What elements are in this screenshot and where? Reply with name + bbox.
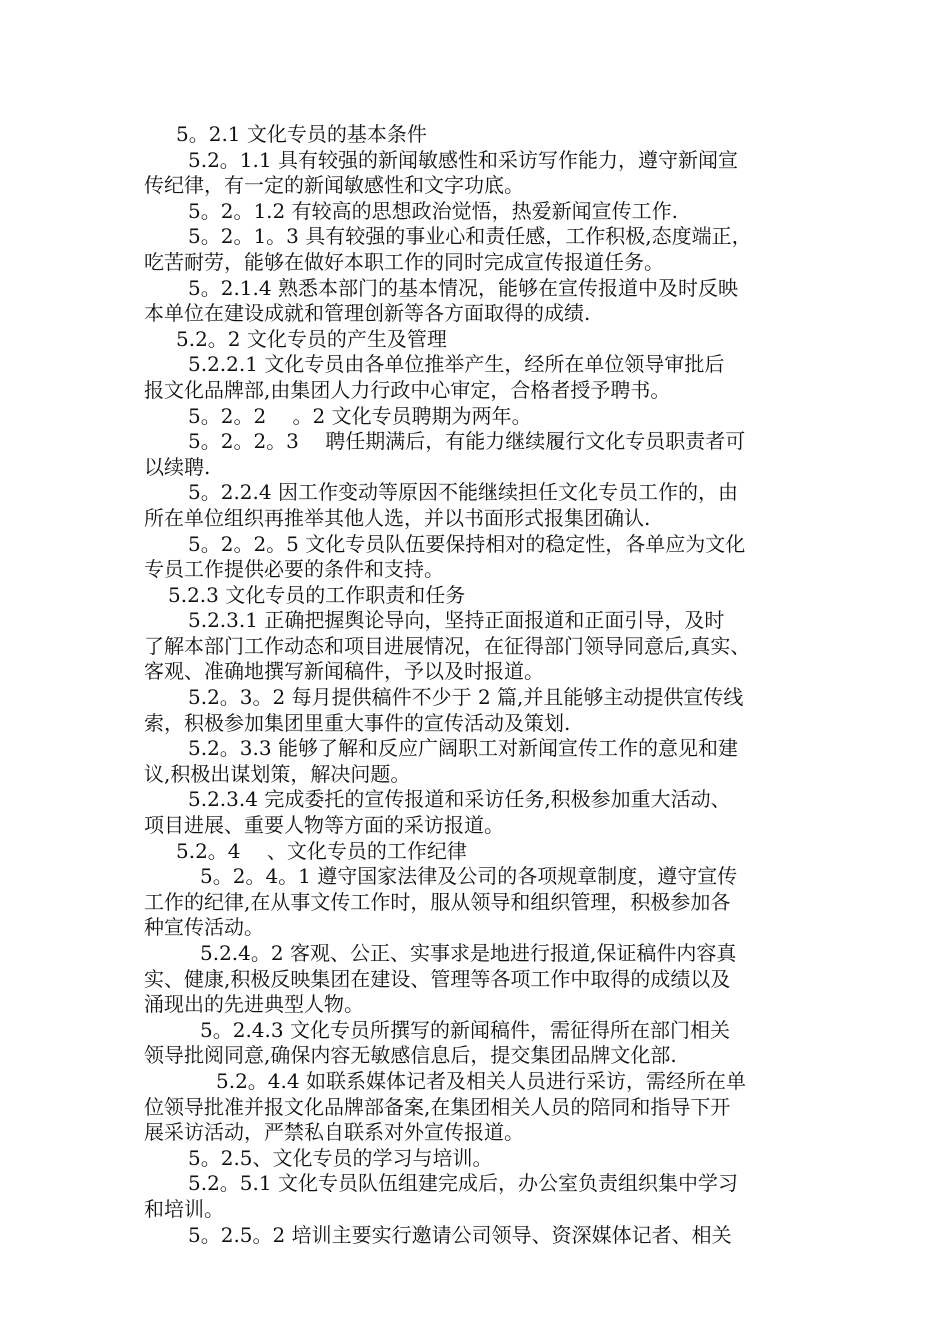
text-line: 5。2.5。2 培训主要实行邀请公司领导、资深媒体记者、相关 <box>188 1222 732 1247</box>
paragraph-5-2-4-4 <box>144 1069 816 1146</box>
paragraph-5-2-3-4 <box>144 787 816 838</box>
paragraph-5-2-5 <box>144 1146 816 1172</box>
text-line: 5。2.1 文化专员的基本条件 <box>176 122 427 146</box>
text-line: 5。2。2 。2 文化专员聘期为两年。 <box>188 403 532 428</box>
text-line: 所在单位组织再推举其他人选，并以书面形式报集团确认. <box>144 505 651 530</box>
text-line: 索，积极参加集团里重大事件的宣传活动及策划. <box>144 710 571 735</box>
paragraph-5-2-1 <box>144 122 816 148</box>
text-line: 工作的纪律,在从事文传工作时，服从领导和组织管理，积极参加各 <box>144 889 731 914</box>
paragraph-5-2-5-1 <box>144 1171 816 1222</box>
paragraph-5-2-2 <box>144 327 816 353</box>
text-line: 和培训。 <box>144 1196 224 1221</box>
text-line: 5。2。4。1 遵守国家法律及公司的各项规章制度，遵守宣传 <box>200 864 738 889</box>
paragraph-5-2-1-4 <box>144 276 816 327</box>
text-line: 涌现出的先进典型人物。 <box>144 992 364 1017</box>
text-line: 项目进展、重要人物等方面的采访报道。 <box>144 813 504 838</box>
text-line: 5。2。1。3 具有较强的事业心和责任感，工作积极,态度端正， <box>188 224 752 249</box>
text-line: 5.2。4 、文化专员的工作纪律 <box>176 838 467 863</box>
text-line: 本单位在建设成就和管理创新等各方面取得的成绩. <box>144 301 591 326</box>
text-line: 专员工作提供必要的条件和支持。 <box>144 557 444 582</box>
text-line: 5。2.2.4 因工作变动等原因不能继续担任文化专员工作的，由 <box>188 480 738 505</box>
text-line: 吃苦耐劳，能够在做好本职工作的同时完成宣传报道任务。 <box>144 249 664 274</box>
paragraph-5-2-2-4 <box>144 480 816 531</box>
paragraph-5-2-4-3 <box>144 1018 816 1069</box>
paragraph-5-2-5-2 <box>144 1223 816 1249</box>
text-line: 5。2.1.4 熟悉本部门的基本情况，能够在宣传报道中及时反映 <box>188 275 738 300</box>
text-line: 位领导批准并报文化品牌部备案,在集团相关人员的陪同和指导下开 <box>144 1094 731 1119</box>
text-line: 5。2。2。5 文化专员队伍要保持相对的稳定性，各单应为文化 <box>188 531 746 556</box>
text-line: 客观、准确地撰写新闻稿件，予以及时报道。 <box>144 659 544 684</box>
text-line: 领导批阅同意,确保内容无敏感信息后，提交集团品牌文化部. <box>144 1043 677 1068</box>
paragraph-5-2-1-3 <box>144 224 816 275</box>
paragraph-5-2-3-3 <box>144 736 816 787</box>
paragraph-5-2-1-1 <box>144 148 816 199</box>
text-line: 5.2。1.1 具有较强的新闻敏感性和采访写作能力，遵守新闻宣 <box>188 147 738 172</box>
text-line: 5.2。5.1 文化专员队伍组建完成后，办公室负责组织集中学习 <box>188 1171 738 1196</box>
paragraph-5-2-4-2 <box>144 941 816 1018</box>
text-line: 实、健康,积极反映集团在建设、管理等各项工作中取得的成绩以及 <box>144 966 731 991</box>
text-line: 5.2。3.3 能够了解和反应广阔职工对新闻宣传工作的意见和建 <box>188 736 738 761</box>
paragraph-5-2-4 <box>144 839 816 865</box>
paragraph-5-2-3 <box>144 583 816 609</box>
text-line: 5.2.2.1 文化专员由各单位推举产生，经所在单位领导审批后 <box>188 352 725 377</box>
text-line: 报文化品牌部,由集团人力行政中心审定，合格者授予聘书。 <box>144 377 671 402</box>
paragraph-5-2-1-2 <box>144 199 816 225</box>
text-line: 5.2.4。2 客观、公正、实事求是地进行报道,保证稿件内容真 <box>200 941 737 965</box>
document-body <box>144 122 816 1248</box>
text-line: 以续聘. <box>144 454 211 479</box>
text-line: 5.2。3。2 每月提供稿件不少于 2 篇,并且能够主动提供宣传线 <box>188 685 744 710</box>
text-line: 5.2.3 文化专员的工作职责和任务 <box>168 582 466 607</box>
text-line: 议,积极出谋划策，解决问题。 <box>144 761 411 786</box>
paragraph-5-2-3-1 <box>144 608 816 685</box>
paragraph-5-2-4-1 <box>144 864 816 941</box>
text-line: 5.2。4.4 如联系媒体记者及相关人员进行采访，需经所在单 <box>216 1068 746 1093</box>
text-line: 5.2.3.1 正确把握舆论导向，坚持正面报道和正面引导，及时 <box>188 608 725 633</box>
paragraph-5-2-2-2 <box>144 404 816 430</box>
paragraph-5-2-2-1 <box>144 352 816 403</box>
paragraph-5-2-2-5 <box>144 532 816 583</box>
text-line: 5.2。2 文化专员的产生及管理 <box>176 326 447 351</box>
paragraph-5-2-2-3 <box>144 429 816 480</box>
text-line: 种宣传活动。 <box>144 915 264 940</box>
text-line: 5。2.4.3 文化专员所撰写的新闻稿件，需征得所在部门相关 <box>200 1017 730 1042</box>
paragraph-5-2-3-2 <box>144 685 816 736</box>
text-line: 5。2.5、文化专员的学习与培训。 <box>188 1145 493 1170</box>
text-line: 展采访活动，严禁私自联系对外宣传报道。 <box>144 1120 524 1145</box>
text-line: 5。2。2。3 聘任期满后，有能力继续履行文化专员职责者可 <box>188 429 746 454</box>
text-line: 传纪律，有一定的新闻敏感性和文字功底。 <box>144 173 524 198</box>
text-line: 了解本部门工作动态和项目进展情况，在征得部门领导同意后,真实、 <box>144 633 751 658</box>
text-line: 5.2.3.4 完成委托的宣传报道和采访任务,积极参加重大活动、 <box>188 787 731 812</box>
text-line: 5。2。1.2 有较高的思想政治觉悟，热爱新闻宣传工作. <box>188 198 678 223</box>
